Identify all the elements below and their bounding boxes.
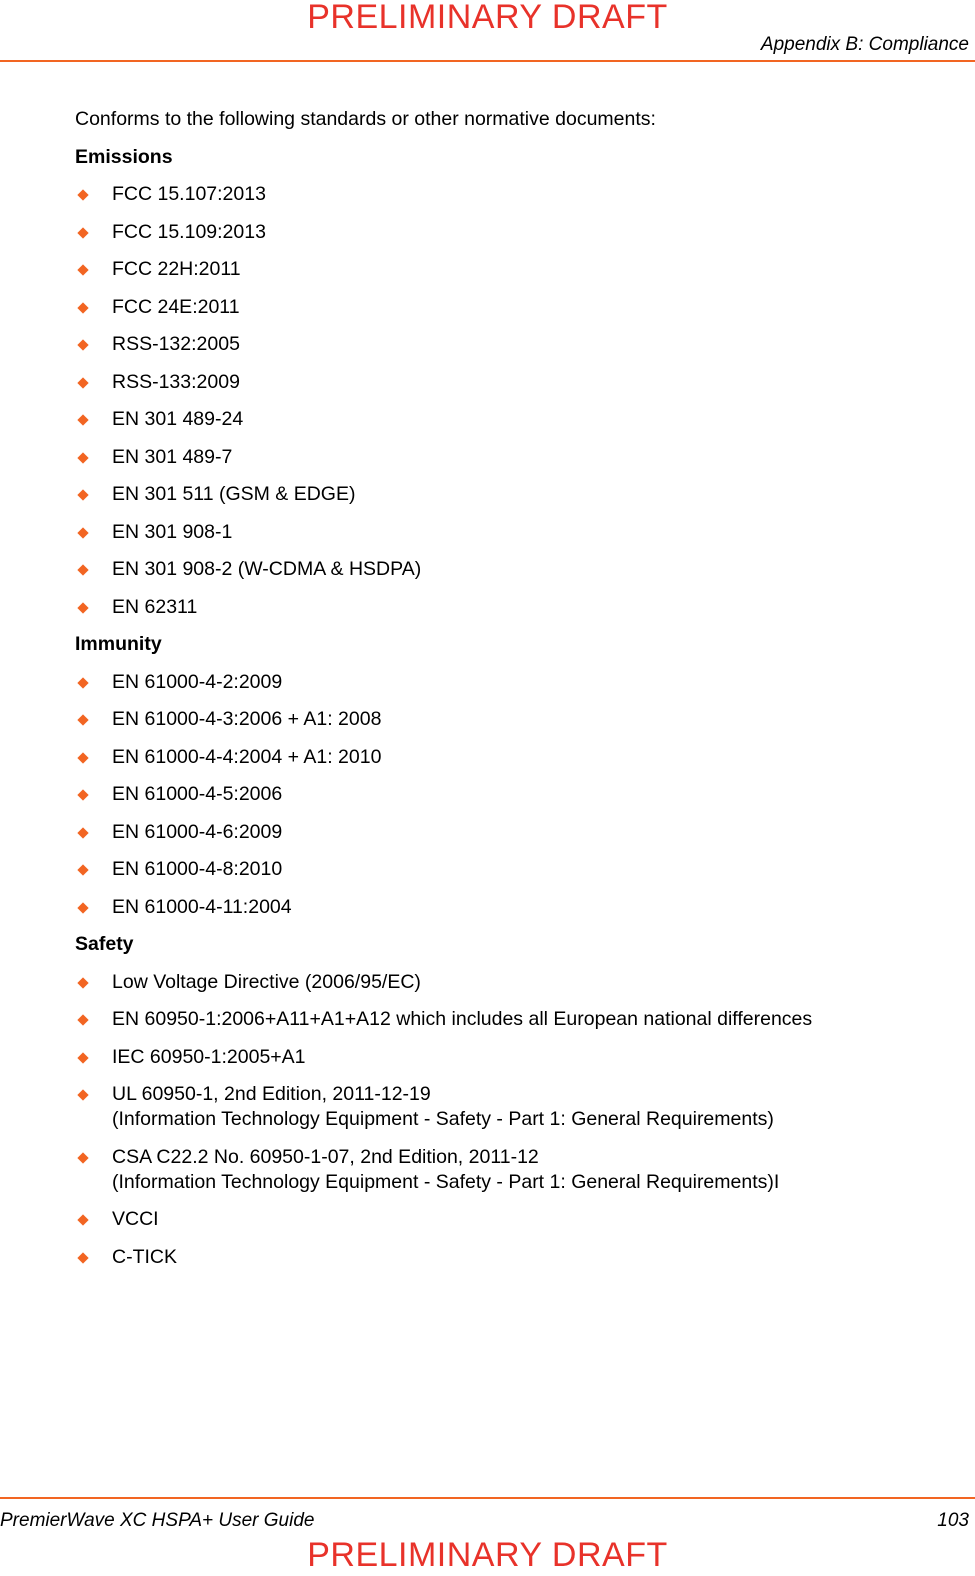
page-header-title: Appendix B: Compliance bbox=[760, 34, 969, 55]
list-item: EN 61000-4-6:2009 bbox=[75, 820, 955, 858]
list-item: EN 301 489-7 bbox=[75, 445, 955, 483]
diamond-bullet-icon bbox=[77, 677, 88, 688]
list-item: EN 301 908-2 (W-CDMA & HSDPA) bbox=[75, 557, 955, 595]
list-item: FCC 24E:2011 bbox=[75, 295, 955, 333]
list-item: Low Voltage Directive (2006/95/EC) bbox=[75, 970, 955, 1008]
diamond-bullet-icon bbox=[77, 752, 88, 763]
list-item: FCC 15.109:2013 bbox=[75, 220, 955, 258]
footer-guide-title: PremierWave XC HSPA+ User Guide bbox=[0, 1510, 315, 1531]
diamond-bullet-icon bbox=[77, 452, 88, 463]
diamond-bullet-icon bbox=[77, 864, 88, 875]
diamond-bullet-icon bbox=[77, 1014, 88, 1025]
watermark-bottom: PRELIMINARY DRAFT bbox=[307, 1536, 668, 1574]
safety-heading: Safety bbox=[75, 933, 134, 955]
diamond-bullet-icon bbox=[77, 1052, 88, 1063]
list-item: RSS-133:2009 bbox=[75, 370, 955, 408]
diamond-bullet-icon bbox=[77, 1252, 88, 1263]
list-item: C-TICK bbox=[75, 1245, 955, 1283]
diamond-bullet-icon bbox=[77, 527, 88, 538]
diamond-bullet-icon bbox=[77, 189, 88, 200]
diamond-bullet-icon bbox=[77, 902, 88, 913]
list-item: EN 60950-1:2006+A11+A1+A12 which includes all European national differences bbox=[75, 1007, 955, 1045]
emissions-heading: Emissions bbox=[75, 145, 173, 168]
diamond-bullet-icon bbox=[77, 414, 88, 425]
diamond-bullet-icon bbox=[77, 602, 88, 613]
diamond-bullet-icon bbox=[77, 489, 88, 500]
header-divider bbox=[0, 60, 975, 62]
diamond-bullet-icon bbox=[77, 1214, 88, 1225]
page-number: 103 bbox=[937, 1510, 969, 1531]
diamond-bullet-icon bbox=[77, 714, 88, 725]
diamond-bullet-icon bbox=[77, 827, 88, 838]
list-item: EN 61000-4-4:2004 + A1: 2010 bbox=[75, 745, 955, 783]
watermark-top: PRELIMINARY DRAFT bbox=[307, 0, 668, 36]
list-item: RSS-132:2005 bbox=[75, 332, 955, 370]
list-item: FCC 15.107:2013 bbox=[75, 182, 955, 220]
list-item: VCCI bbox=[75, 1207, 955, 1245]
list-item: UL 60950-1, 2nd Edition, 2011-12-19 (Information Technology Equipment - Safety - Part 1: General Requirements) bbox=[75, 1082, 955, 1145]
list-item: CSA C22.2 No. 60950-1-07, 2nd Edition, 2011-12 (Information Technology Equipment - Safety - Part 1: General Requirements)I bbox=[75, 1145, 955, 1208]
list-item: EN 301 908-1 bbox=[75, 520, 955, 558]
diamond-bullet-icon bbox=[77, 789, 88, 800]
diamond-bullet-icon bbox=[77, 1089, 88, 1100]
list-item: EN 61000-4-5:2006 bbox=[75, 782, 955, 820]
diamond-bullet-icon bbox=[77, 339, 88, 350]
list-item: FCC 22H:2011 bbox=[75, 257, 955, 295]
list-item: EN 61000-4-2:2009 bbox=[75, 670, 955, 708]
list-item: EN 61000-4-3:2006 + A1: 2008 bbox=[75, 707, 955, 745]
immunity-heading: Immunity bbox=[75, 633, 162, 655]
list-item: EN 301 489-24 bbox=[75, 407, 955, 445]
diamond-bullet-icon bbox=[77, 302, 88, 313]
list-item: EN 62311 bbox=[75, 595, 955, 633]
list-item: EN 61000-4-8:2010 bbox=[75, 857, 955, 895]
diamond-bullet-icon bbox=[77, 227, 88, 238]
diamond-bullet-icon bbox=[77, 977, 88, 988]
list-item: EN 301 511 (GSM & EDGE) bbox=[75, 482, 955, 520]
list-item: IEC 60950-1:2005+A1 bbox=[75, 1045, 955, 1083]
diamond-bullet-icon bbox=[77, 1152, 88, 1163]
footer-divider bbox=[0, 1497, 975, 1499]
page-body bbox=[75, 107, 955, 1282]
diamond-bullet-icon bbox=[77, 264, 88, 275]
diamond-bullet-icon bbox=[77, 377, 88, 388]
diamond-bullet-icon bbox=[77, 564, 88, 575]
list-item: EN 61000-4-11:2004 bbox=[75, 895, 955, 933]
intro-paragraph: Conforms to the following standards or other normative documents: bbox=[75, 108, 656, 130]
